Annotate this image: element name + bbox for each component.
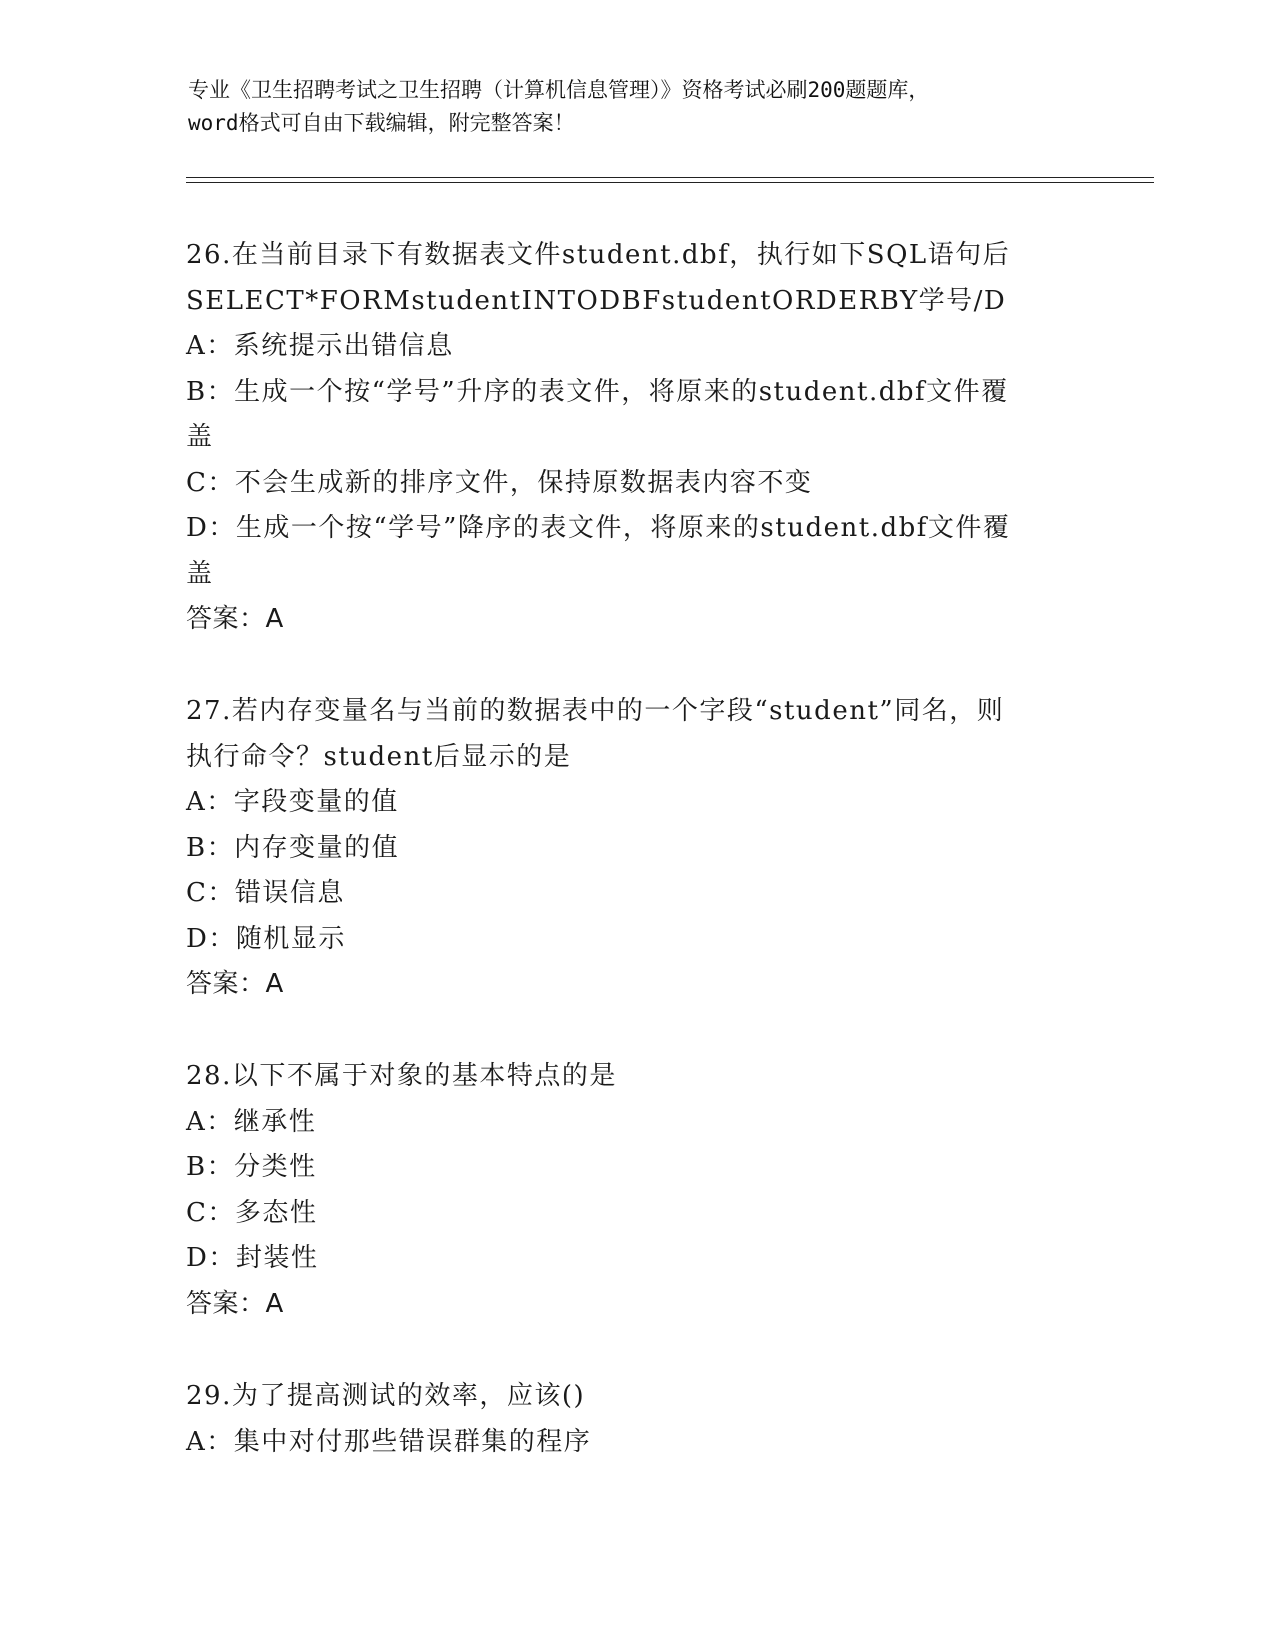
question-26 xyxy=(186,233,1086,643)
document-header xyxy=(188,74,1088,140)
option-d-continued: 盖 xyxy=(186,558,214,589)
header-divider-bottom xyxy=(186,182,1154,183)
answer-line: 答案：A xyxy=(186,1288,284,1319)
option-b: B：生成一个按“学号”升序的表文件，将原来的student.dbf文件覆 xyxy=(186,376,1009,407)
header-line-2: word格式可自由下载编辑，附完整答案！ xyxy=(188,111,575,135)
option-b: B：分类性 xyxy=(186,1152,317,1182)
option-d: D：随机显示 xyxy=(186,923,346,954)
option-d: D：封装性 xyxy=(186,1243,319,1273)
header-divider-top xyxy=(186,177,1154,178)
option-a: A：继承性 xyxy=(186,1106,317,1137)
question-29 xyxy=(186,1374,1086,1465)
question-stem-line: 28.以下不属于对象的基本特点的是 xyxy=(186,1061,617,1091)
option-c: C：不会生成新的排序文件，保持原数据表内容不变 xyxy=(186,467,813,498)
option-c: C：错误信息 xyxy=(186,878,345,908)
option-a: A：集中对付那些错误群集的程序 xyxy=(186,1426,592,1457)
option-b: B：内存变量的值 xyxy=(186,832,400,863)
option-b-continued: 盖 xyxy=(186,422,214,452)
option-d: D：生成一个按“学号”降序的表文件，将原来的student.dbf文件覆 xyxy=(186,513,1011,543)
question-stem-line: 29.为了提高测试的效率，应该() xyxy=(186,1381,586,1411)
question-28 xyxy=(186,1054,1086,1327)
question-stem-line: 27.若内存变量名与当前的数据表中的一个字段“student”同名，则 xyxy=(186,696,1005,726)
answer-line: 答案：A xyxy=(186,969,284,999)
option-a: A：系统提示出错信息 xyxy=(186,331,454,361)
option-c: C：多态性 xyxy=(186,1197,318,1228)
option-a: A：字段变量的值 xyxy=(186,787,399,817)
question-27 xyxy=(186,689,1086,1008)
answer-line: 答案：A xyxy=(186,604,284,634)
question-stem-line: SELECT*FORMstudentINTODBFstudentORDERBY学号/D xyxy=(186,285,1007,316)
question-stem-line: 执行命令？student后显示的是 xyxy=(186,741,572,772)
header-line-1: 专业《卫生招聘考试之卫生招聘（计算机信息管理）》资格考试必刷200题题库， xyxy=(188,78,930,102)
question-stem-line: 26.在当前目录下有数据表文件student.dbf，执行如下SQL语句后 xyxy=(186,240,1011,270)
